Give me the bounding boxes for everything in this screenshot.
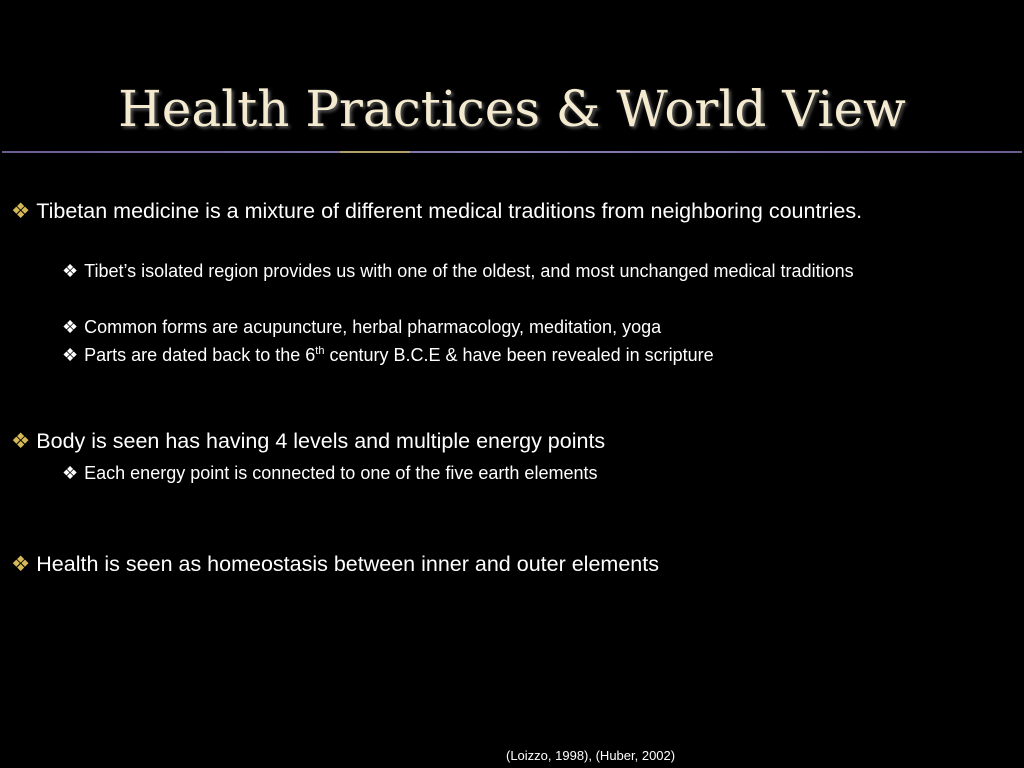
subbullet-dated-back [62, 341, 1002, 369]
subbullet-energy-point [62, 459, 1002, 487]
diamond-bullet-icon: ❖ [62, 463, 79, 483]
bullet-health-homeostasis [11, 549, 1001, 579]
ordinal-suffix: th [315, 345, 325, 357]
diamond-bullet-icon: ❖ [11, 199, 31, 223]
bullet-tibetan-medicine [11, 196, 1001, 226]
bullet-text: Health is seen as homeostasis between inner and outer elements [36, 552, 659, 576]
subbullet-common-forms [62, 313, 1002, 341]
diamond-bullet-icon: ❖ [11, 552, 31, 576]
diamond-bullet-icon: ❖ [62, 261, 79, 281]
slide-title: Health Practices & World View [118, 80, 906, 138]
diamond-bullet-icon: ❖ [62, 317, 79, 337]
title-divider-accent [340, 151, 410, 153]
bullet-body-levels [11, 426, 1001, 456]
subbullet-text-before: Parts are dated back to the 6 [84, 345, 316, 365]
subbullet-text: Each energy point is connected to one of the five earth elements [84, 463, 598, 483]
title-divider [2, 151, 1022, 153]
subbullet-isolated-region [62, 257, 1002, 285]
subbullet-text: Tibet’s isolated region provides us with one of the oldest, and most unchanged medical traditions [84, 261, 854, 281]
bullet-text: Body is seen has having 4 levels and multiple energy points [36, 429, 606, 453]
bullet-text: Tibetan medicine is a mixture of different medical traditions from neighboring countries. [36, 199, 863, 223]
subbullet-text-after: century B.C.E & have been revealed in scripture [324, 345, 714, 365]
subbullet-text: Common forms are acupuncture, herbal pharmacology, meditation, yoga [84, 317, 662, 337]
citation: (Loizzo, 1998), (Huber, 2002) [506, 748, 676, 763]
diamond-bullet-icon: ❖ [11, 429, 31, 453]
diamond-bullet-icon: ❖ [62, 345, 79, 365]
